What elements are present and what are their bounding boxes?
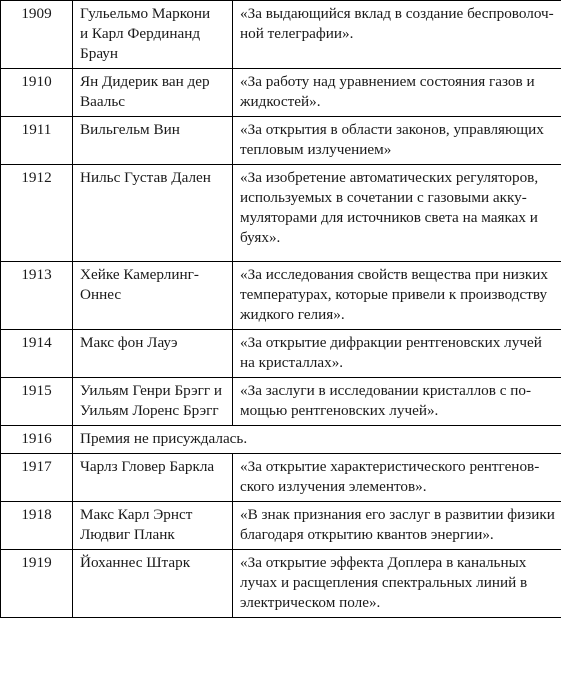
motivation-cell: «За выдающийся вклад в создание беспроволоч- ной телеграфии». — [233, 1, 561, 69]
laureate-cell: Уильям Генри Брэгг и Уильям Лоренс Брэгг — [73, 378, 233, 426]
table-row — [1, 165, 561, 262]
table-row — [1, 262, 561, 330]
table-row — [1, 69, 561, 117]
year-cell: 1913 — [1, 262, 73, 330]
laureate-cell: Нильс Густав Дален — [73, 165, 233, 262]
laureate-cell: Чарлз Гловер Баркла — [73, 454, 233, 502]
no-award-note: Премия не присуждалась. — [73, 426, 561, 454]
motivation-cell: «За работу над уравнением состояния газов и жидкостей». — [233, 69, 561, 117]
table-row — [1, 454, 561, 502]
year-cell: 1915 — [1, 378, 73, 426]
laureate-cell: Хейке Камерлинг- Оннес — [73, 262, 233, 330]
motivation-cell: «За открытия в области законов, управляющих тепловым излучением» — [233, 117, 561, 165]
table-row — [1, 378, 561, 426]
laureate-cell: Гульельмо Маркони и Карл Фердинанд Браун — [73, 1, 233, 69]
year-cell: 1916 — [1, 426, 73, 454]
motivation-cell: «За открытие эффекта Доплера в канальных лучах и расщепления спектральных линий в электрическом поле». — [233, 550, 561, 618]
laureate-cell: Йоханнес Штарк — [73, 550, 233, 618]
year-cell: 1918 — [1, 502, 73, 550]
year-cell: 1912 — [1, 165, 73, 262]
table-row — [1, 550, 561, 618]
table-row — [1, 426, 561, 454]
motivation-cell: «За исследования свойств вещества при низких температурах, которые привели к производству жидкого гелия». — [233, 262, 561, 330]
laureate-cell: Вильгельм Вин — [73, 117, 233, 165]
year-cell: 1919 — [1, 550, 73, 618]
motivation-cell: «За изобретение автоматических регуляторов, используемых в сочетании с газовыми акку- муляторами для источников света на маяках и буях». — [233, 165, 561, 262]
year-cell: 1910 — [1, 69, 73, 117]
laureate-cell: Макс Карл Эрнст Людвиг Планк — [73, 502, 233, 550]
year-cell: 1914 — [1, 330, 73, 378]
motivation-cell: «За заслуги в исследовании кристаллов с по- мощью рентгеновских лучей». — [233, 378, 561, 426]
laureate-cell: Ян Дидерик ван дер Ваальс — [73, 69, 233, 117]
table-row — [1, 117, 561, 165]
laureate-cell: Макс фон Лауэ — [73, 330, 233, 378]
year-cell: 1911 — [1, 117, 73, 165]
year-cell: 1909 — [1, 1, 73, 69]
motivation-cell: «В знак признания его заслуг в развитии физики благодаря открытию квантов энергии». — [233, 502, 561, 550]
motivation-cell: «За открытие характеристического рентгенов- ского излучения элементов». — [233, 454, 561, 502]
table-row — [1, 330, 561, 378]
table-row — [1, 1, 561, 69]
motivation-cell: «За открытие дифракции рентгеновских лучей на кристаллах». — [233, 330, 561, 378]
table-row — [1, 502, 561, 550]
year-cell: 1917 — [1, 454, 73, 502]
